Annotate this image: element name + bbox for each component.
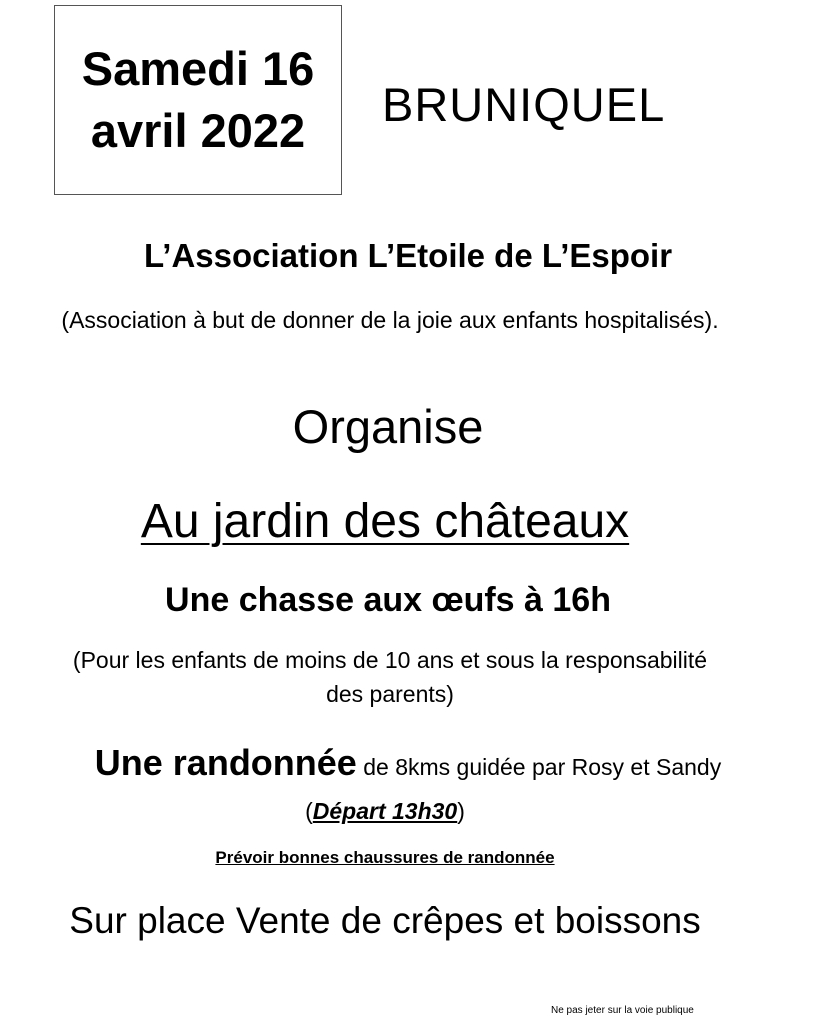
association-description: (Association à but de donner de la joie aux enfants hospitalisés). (61, 307, 719, 333)
egg-hunt-title: Une chasse aux œufs à 16h (165, 581, 611, 619)
sales-note: Sur place Vente de crêpes et boissons (69, 900, 701, 941)
event-date-month-year: avril 2022 (90, 104, 306, 157)
hike-line (0, 740, 816, 790)
organise-heading: Organise (292, 400, 484, 453)
egg-hunt-note: (Pour les enfants de moins de 10 ans et sous la responsabilité des parents) (72, 647, 708, 707)
association-title: L’Association L’Etoile de L’Espoir (143, 237, 673, 274)
venue-heading: Au jardin des châteaux (140, 495, 630, 548)
hike-details: de 8kms guidée par Rosy et Sandy (356, 754, 722, 780)
departure-paren-open: ( (305, 798, 313, 824)
footer-note: Ne pas jeter sur la voie publique (551, 1005, 694, 1016)
departure-paren-close: ) (457, 798, 465, 824)
hike-departure-line (0, 794, 793, 828)
hike-departure-time: Départ 13h30 (312, 798, 458, 824)
hike-shoes-note: Prévoir bonnes chaussures de randonnée (215, 848, 555, 867)
event-date-box (54, 5, 342, 195)
hike-title: Une randonnée (94, 742, 357, 783)
event-town: BRUNIQUEL (382, 78, 666, 131)
event-date-day: Samedi 16 (81, 42, 315, 95)
